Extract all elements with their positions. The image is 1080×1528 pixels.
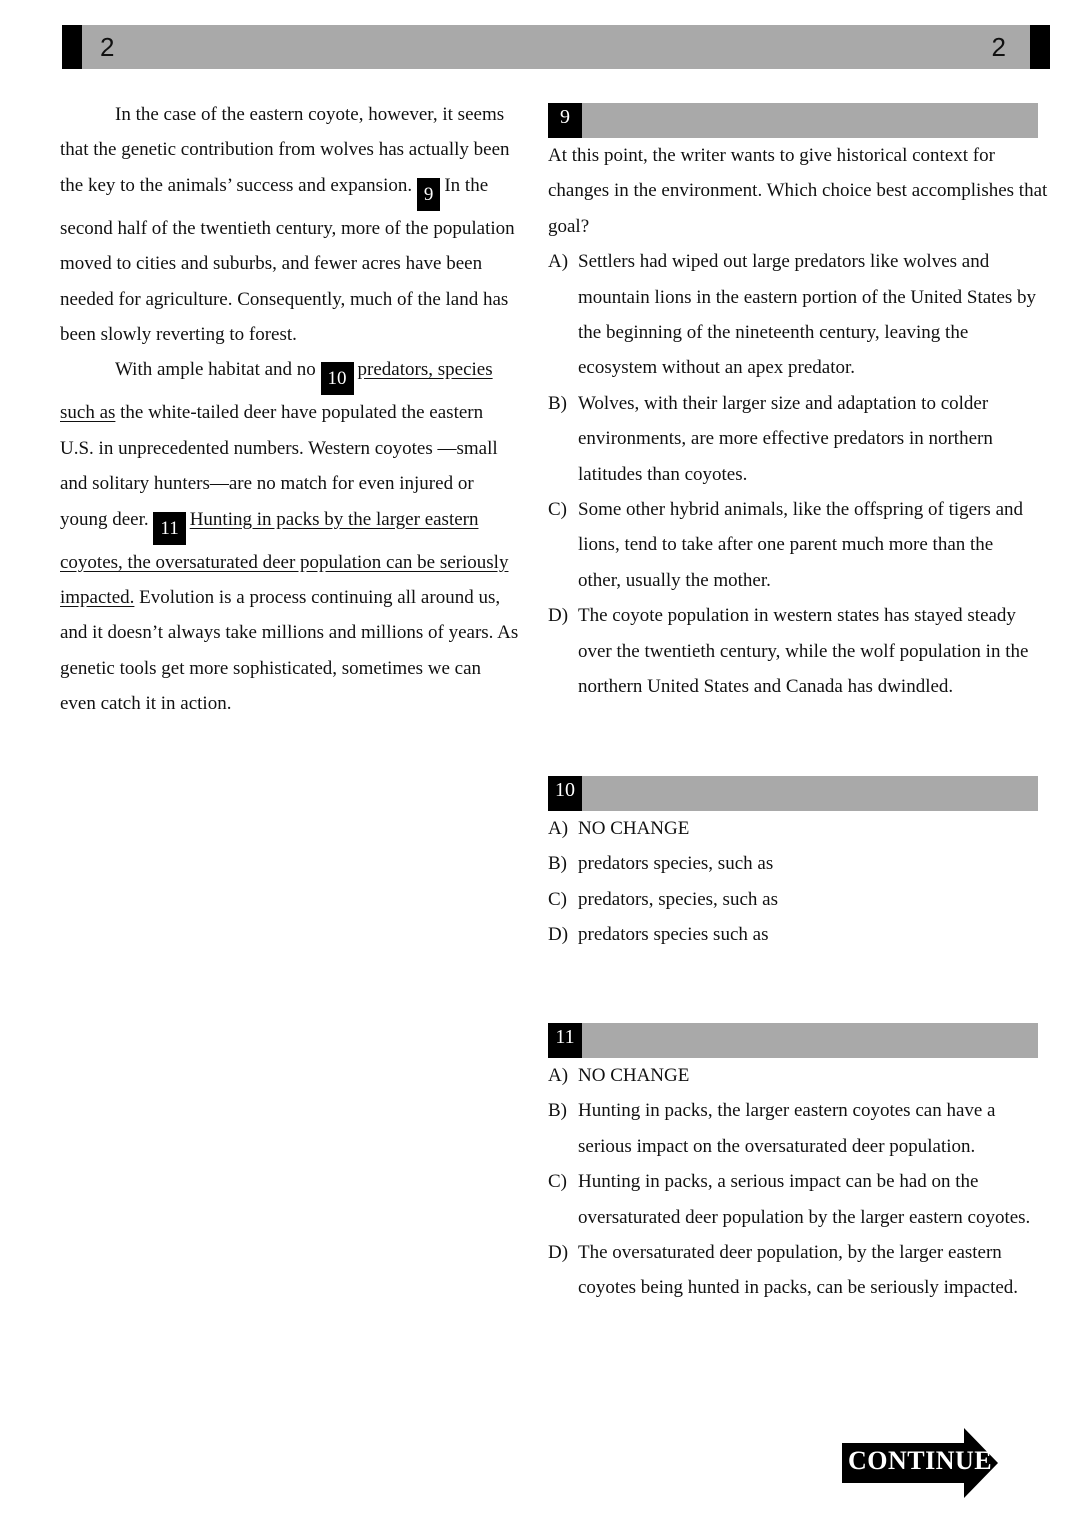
header-right-block <box>1030 25 1050 69</box>
choice-text: The oversaturated deer population, by the larger eastern coyotes being hunted in packs, can be seriously impacted. <box>578 1242 1019 1299</box>
choice-text: Wolves, with their larger size and adaptation to colder environments, are more effective predators in northern latitudes than coyotes. <box>578 392 993 485</box>
question-header-bar <box>548 1023 1038 1058</box>
passage-paragraph-2 <box>60 352 520 721</box>
section-number-left: 2 <box>100 32 115 62</box>
question-stem: At this point, the writer wants to give historical context for changes in the environment. Which choice best accomplishes that goal? <box>548 145 1048 237</box>
answer-choices <box>548 1058 1038 1306</box>
answer-choice-c[interactable] <box>548 492 1038 598</box>
answer-choice-a[interactable] <box>548 811 1038 846</box>
choice-text: NO CHANGE <box>578 818 690 839</box>
passage-paragraph-1 <box>60 97 520 352</box>
question-marker-10[interactable]: 10 <box>321 362 354 395</box>
passage-text: In the case of the eastern coyote, however, it seems that the genetic contribution from wolves has actually been the key to the animals’ success and expansion. <box>60 104 510 196</box>
header-left-block <box>62 25 82 69</box>
question-header-bar <box>548 776 1038 811</box>
question-number: 11 <box>548 1023 582 1058</box>
passage-text: Evolution is a process continuing all around us, and it doesn’t always take millions and millions of years. As genetic tools get more sophisticated, sometimes we can even catch it in action. <box>60 587 519 715</box>
choice-letter: D) <box>548 924 569 946</box>
choice-letter: A) <box>548 251 569 273</box>
answer-choice-d[interactable] <box>548 598 1038 704</box>
choice-letter: A) <box>548 818 569 839</box>
continue-label: CONTINUE <box>848 1446 993 1475</box>
answer-choice-c[interactable] <box>548 882 1038 917</box>
choice-letter: D) <box>548 1242 569 1264</box>
answer-choice-d[interactable] <box>548 917 1038 952</box>
answer-choice-c[interactable] <box>548 1164 1038 1235</box>
choice-text: predators species, such as <box>578 853 774 875</box>
choice-letter: B) <box>548 1100 567 1122</box>
question-marker-9[interactable]: 9 <box>417 178 441 211</box>
choice-letter: B) <box>548 853 567 875</box>
question-number: 9 <box>548 103 582 138</box>
reading-passage <box>60 97 520 722</box>
choice-text: Hunting in packs, the larger eastern coyotes can have a serious impact on the oversaturated deer population. <box>578 1100 996 1157</box>
choice-text: Settlers had wiped out large predators like wolves and mountain lions in the eastern portion of the United States by the beginning of the nineteenth century, leaving the ecosystem without an apex predator. <box>578 251 1037 379</box>
choice-text: NO CHANGE <box>578 1065 690 1086</box>
choice-letter: C) <box>548 888 567 910</box>
choice-text: predators species such as <box>578 924 769 946</box>
passage-text: In the second half of the twentieth century, more of the population moved to cities and suburbs, and fewer acres have been needed for agriculture. Consequently, much of the land has been slowly reverting to forest. <box>60 174 515 346</box>
choice-text: Hunting in packs, a serious impact can be had on the oversaturated deer population by the larger eastern coyotes. <box>578 1171 1031 1228</box>
question-header-bar <box>548 103 1038 138</box>
continue-button[interactable] <box>842 1428 1002 1498</box>
section-number-right: 2 <box>991 32 1006 62</box>
choice-letter: C) <box>548 1171 567 1193</box>
underlined-portion-10[interactable]: predators, species such as <box>60 359 493 424</box>
answer-choice-a[interactable] <box>548 244 1038 386</box>
question-10 <box>548 776 1038 953</box>
choice-text: Some other hybrid animals, like the offspring of tigers and lions, tend to take after one parent much more than the other, usually the mother. <box>578 499 1024 591</box>
answer-choices <box>548 244 1038 704</box>
answer-choice-b[interactable] <box>548 1093 1038 1164</box>
question-9 <box>548 103 1048 705</box>
answer-choice-b[interactable] <box>548 846 1038 881</box>
underlined-portion-11[interactable]: Hunting in packs by the larger eastern coyotes, the oversaturated deer population can be seriously impacted. <box>60 508 509 609</box>
question-marker-11[interactable]: 11 <box>153 512 185 545</box>
answer-choice-b[interactable] <box>548 386 1038 492</box>
answer-choice-a[interactable] <box>548 1058 1038 1093</box>
choice-text: predators, species, such as <box>578 888 778 910</box>
question-11 <box>548 1023 1038 1306</box>
choice-text: The coyote population in western states has stayed steady over the twentieth century, while the wolf population in the northern United States and Canada has dwindled. <box>578 605 1029 698</box>
choice-letter: C) <box>548 499 567 521</box>
section-header-bar <box>62 25 1050 69</box>
answer-choices <box>548 811 1038 953</box>
answer-choice-d[interactable] <box>548 1235 1038 1306</box>
passage-text: With ample habitat and no <box>115 359 316 381</box>
choice-letter: B) <box>548 392 567 414</box>
question-number: 10 <box>548 776 582 811</box>
choice-letter: A) <box>548 1065 569 1086</box>
passage-text: the white-tailed deer have populated the eastern U.S. in unprecedented numbers. Western coyotes —small and solitary hunters—are no match for even injured or young deer. <box>60 402 498 530</box>
choice-letter: D) <box>548 605 569 627</box>
